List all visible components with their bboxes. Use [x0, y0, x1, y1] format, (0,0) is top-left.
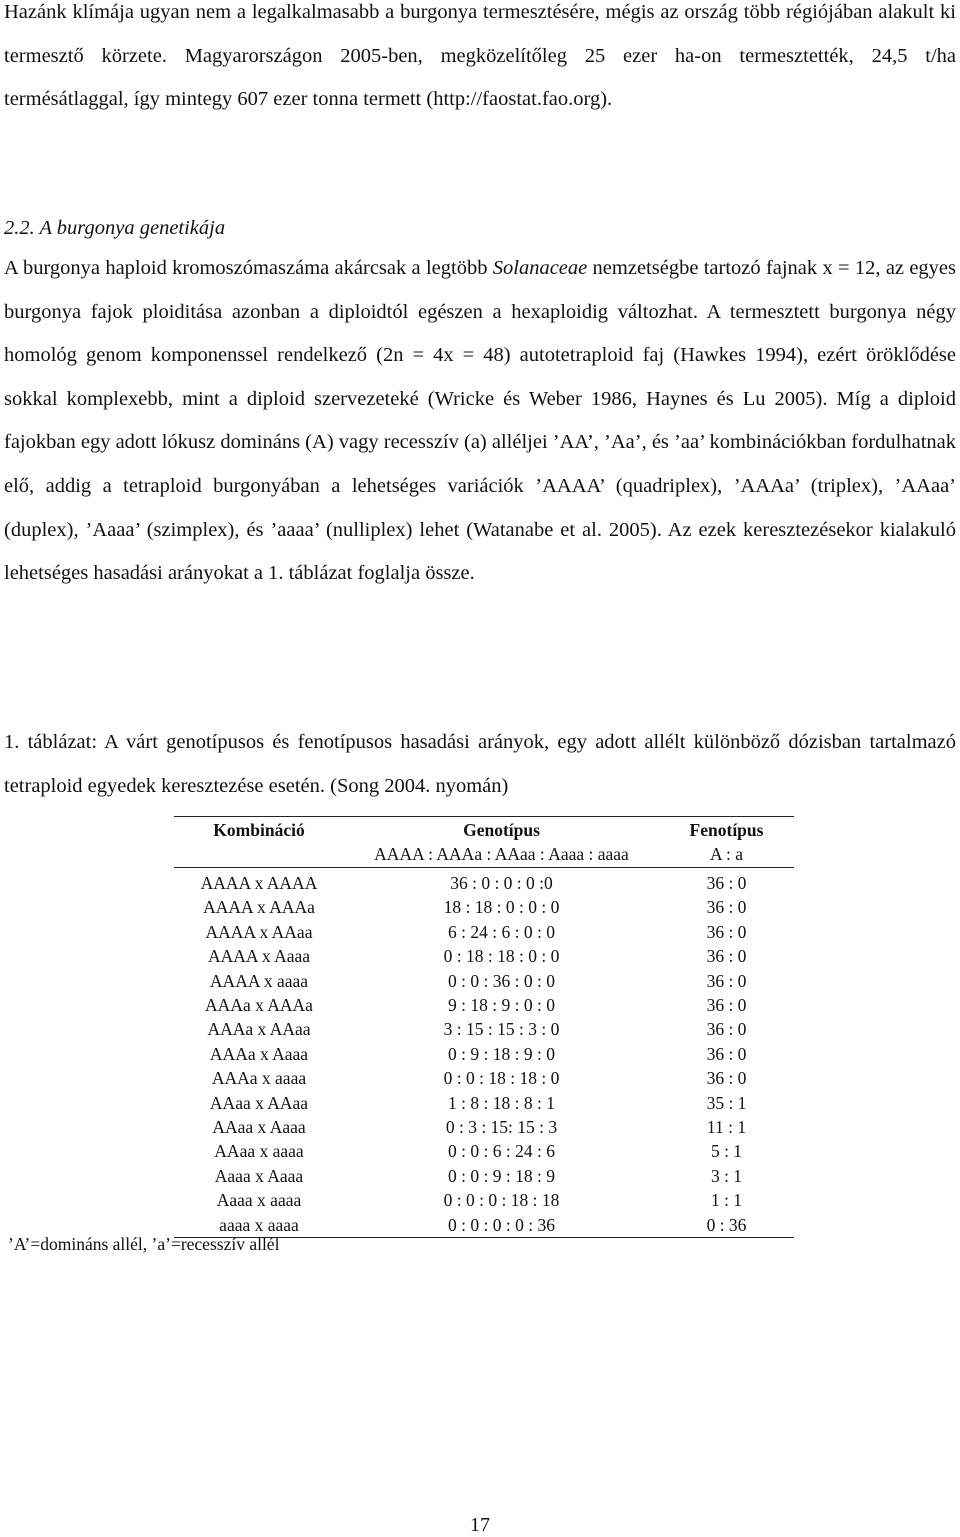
cell-combination: AAaa x aaaa: [214, 1141, 304, 1162]
cell-combination: AAAA x AAAA: [200, 873, 318, 893]
cell-phenotype: 36 : 0: [706, 1043, 747, 1064]
segregation-table: [174, 816, 794, 1238]
cell-genotype: 0 : 0 : 0 : 0 : 36: [344, 1213, 659, 1238]
table-row: [174, 868, 794, 896]
cell-genotype: 0 : 0 : 18 : 18 : 0: [443, 1068, 560, 1089]
table-row: [174, 895, 794, 919]
cell-genotype: 0 : 9 : 18 : 9 : 0: [448, 1043, 555, 1064]
cell-combination: AAAA x AAAa: [203, 897, 315, 918]
cell-genotype: 0 : 0 : 0 : 18 : 18: [443, 1190, 560, 1211]
cell-phenotype: 5 : 1: [710, 1141, 743, 1162]
table-row: [174, 1091, 794, 1115]
table-row: [174, 1042, 794, 1066]
table-row: [174, 944, 794, 968]
cell-combination: AAAA x aaaa: [209, 970, 309, 991]
table-row: [174, 1017, 794, 1041]
cell-combination: Aaaa x aaaa: [216, 1190, 302, 1211]
header-phenotype: Fenotípus: [659, 817, 794, 843]
table-header-row: [174, 817, 794, 843]
cell-phenotype: 36 : 0: [706, 995, 747, 1016]
table-row: [174, 993, 794, 1017]
header-combination: Kombináció: [174, 817, 344, 843]
cell-genotype: 3 : 15 : 15 : 3 : 0: [443, 1019, 560, 1040]
cell-genotype: 0 : 18 : 18 : 0 : 0: [443, 946, 560, 967]
cell-phenotype: 36 : 0: [706, 946, 747, 967]
table-row: [174, 1188, 794, 1212]
cell-combination: AAAA x Aaaa: [207, 946, 311, 967]
section-heading: 2.2. A burgonya genetikája: [4, 217, 226, 239]
cell-phenotype: 36 : 0: [706, 921, 747, 942]
table-row: [174, 1164, 794, 1188]
table-row: [174, 1066, 794, 1090]
cell-phenotype: 36 : 0: [706, 1068, 747, 1089]
table-footnote: ’A’=domináns allél, ’a’=recesszív allél: [8, 1234, 280, 1254]
intro-paragraph: Hazánk klímája ugyan nem a legalkalmasabb a burgonya termesztésére, mégis az ország több régiójában alakult ki termesztő körzete. Magyarországon 2005-ben, megközelítőleg 25 ezer ha-on termesztették, 24,5 t/ha termésátlaggal, így mintegy 607 ezer tonna termett (http://faostat.fao.org).: [4, 1, 956, 111]
subheader-phenotype: A : a: [659, 842, 794, 868]
cell-combination: Aaaa x Aaaa: [214, 1165, 304, 1186]
cell-combination: AAAA x AAaa: [205, 921, 313, 942]
table-caption: 1. táblázat: A várt genotípusos és fenotípusos hasadási arányok, egy adott allélt különböző dózisban tartalmazó tetraploid egyedek keresztezése esetén. (Song 2004. nyomán): [4, 731, 956, 797]
cell-combination: AAAa x Aaaa: [209, 1043, 309, 1064]
table-row: [174, 1115, 794, 1139]
table-row: [174, 969, 794, 993]
table-body: [174, 868, 794, 1238]
subheader-genotype: AAAA : AAAa : AAaa : Aaaa : aaaa: [344, 842, 659, 868]
cell-phenotype: 36 : 0: [706, 1019, 747, 1040]
table-row: [174, 1139, 794, 1163]
header-genotype: Genotípus: [344, 817, 659, 843]
table-subheader-row: [174, 842, 794, 868]
cell-genotype: 0 : 0 : 36 : 0 : 0: [448, 970, 555, 991]
cell-phenotype: 0 : 36: [659, 1213, 794, 1238]
cell-combination: AAAa x AAAa: [205, 995, 313, 1016]
page-number: 17: [470, 1514, 490, 1536]
cell-genotype: 0 : 3 : 15: 15 : 3: [445, 1117, 558, 1138]
cell-phenotype: 3 : 1: [710, 1165, 743, 1186]
genetics-text-italic: Solanaceae: [492, 257, 588, 279]
cell-phenotype: 35 : 1: [706, 1092, 747, 1113]
cell-genotype: 0 : 0 : 6 : 24 : 6: [448, 1141, 555, 1162]
cell-genotype: 6 : 24 : 6 : 0 : 0: [448, 921, 555, 942]
cell-combination: AAAa x AAaa: [207, 1019, 311, 1040]
genetics-text-start: A burgonya haploid kromoszómaszáma akárcsak a legtöbb: [4, 257, 493, 279]
cell-phenotype: 36 : 0: [706, 970, 747, 991]
cell-phenotype: 11 : 1: [706, 1117, 747, 1138]
cell-phenotype: 36 : 0: [706, 873, 747, 893]
cell-combination: AAAa x aaaa: [211, 1068, 307, 1089]
segregation-table-wrapper: [174, 816, 794, 1238]
table-row: [174, 920, 794, 944]
genetics-text-rest: nemzetségbe tartozó fajnak x = 12, az egyes burgonya fajok ploiditása azonban a diploidtól egészen a hexaploidig változhat. A termesztett burgonya négy homológ genom komponenssel rendelkező (2n = 4x = 48) autotetraploid faj (Hawkes 1994), ezért öröklődése sokkal komplexebb, mint a diploid szervezeteké (Wricke és Weber 1986, Haynes és Lu 2005). Míg a diploid fajokban egy adott lókusz domináns (A) vagy recesszív (a) alléljei ’AA’, ’Aa’, és ’aa’ kombinációkban fordulhatnak elő, addig a tetraploid burgonyában a lehetséges variációk ’AAAA’ (quadriplex), ’AAAa’ (triplex), ’AAaa’ (duplex), ’Aaaa’ (szimplex), és ’aaaa’ (nulliplex) lehet (Watanabe et al. 2005). Az ezek keresztezésekor kialakuló lehetséges hasadási arányokat a 1. táblázat foglalja össze.: [4, 257, 956, 585]
cell-phenotype: 1 : 1: [710, 1190, 743, 1211]
cell-genotype: 1 : 8 : 18 : 8 : 1: [448, 1092, 555, 1113]
cell-combination: AAaa x Aaaa: [212, 1117, 306, 1138]
cell-genotype: 9 : 18 : 9 : 0 : 0: [448, 995, 555, 1016]
cell-combination: aaaa x aaaa: [174, 1213, 344, 1238]
subheader-combination: [174, 842, 344, 868]
cell-genotype: 18 : 18 : 0 : 0 : 0: [443, 897, 560, 918]
genetics-paragraph: [4, 247, 956, 596]
cell-genotype: 36 : 0 : 0 : 0 :0: [450, 873, 553, 893]
cell-phenotype: 36 : 0: [706, 897, 747, 918]
cell-genotype: 0 : 0 : 9 : 18 : 9: [448, 1165, 555, 1186]
cell-combination: AAaa x AAaa: [209, 1092, 309, 1113]
